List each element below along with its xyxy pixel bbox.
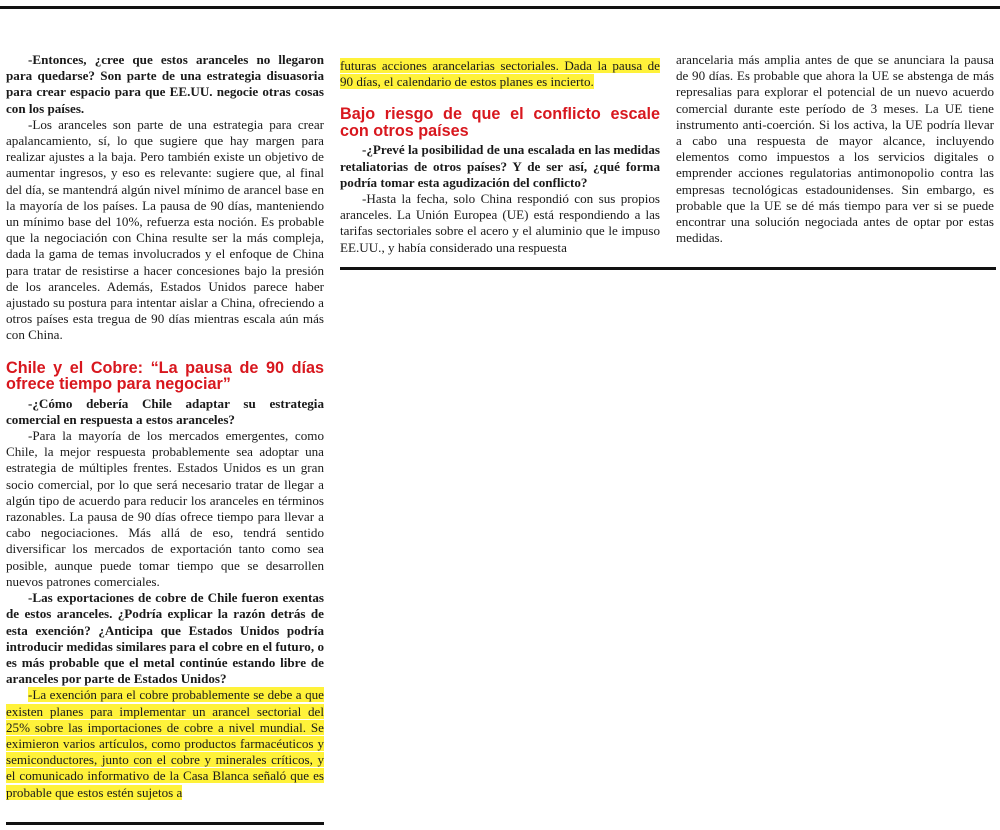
answer-mercados-emergentes: -Para la mayoría de los mercados emergentes, como Chile, la mejor respuesta probablemente sea adoptar una estrategia de múltiples frentes. Estados Unidos es un gran socio comercial, por lo que será necesario tratar de llegar a algún tipo de acuerdo para reducir los aranceles en términos razonables. La pausa de 90 días ofrece tiempo para llevar a cabo negociaciones. Más allá de eso, tendrá sentido diversificar los mercados de exportación tanto como sea posible, aunque puede tomar tiempo que se desarrollen nuevos patrones comerciales.: [6, 428, 324, 589]
highlighted-text: -La exención para el cobre probablemente se debe a que existen planes para implementar un arancel sectorial del 25% sobre las importaciones de cobre a nivel mundial. Se eximieron varios artículos, como productos farmacéuticos y semiconductores, junto con el cobre y minerales críticos, y el comunicado informativo de la Casa Blanca señaló que es probable que estos estén sujetos a: [6, 687, 324, 800]
continuation-sectoriales: [340, 58, 660, 90]
answer-china-ue: -Hasta la fecha, solo China respondió con sus propios aranceles. La Unión Europea (UE) está respondiendo a las tarifas sectoriales sobre el acero y el aluminio que le impuso EE.UU., y había considerado una respuesta: [340, 191, 660, 255]
columns-2-3-bottom-rule: [340, 267, 996, 270]
answer-exencion-cobre: [6, 687, 324, 800]
answer-apalancamiento: -Los aranceles son parte de una estrategia para crear apalancamiento, sí, lo que sugiere que hay margen para realizar ajustes a la baja. Pero también existe un objetivo de aumentar ingresos, y eso es relevante: sugiere que, al final del día, se mantendrá algún nivel mínimo de arancel base en la mayoría de los países. La pausa de 90 días, manteniendo un mínimo base del 10%, refuerza esta noción. Es probable que la negociación con China resulte ser la más compleja, dada la gama de temas involucrados y el enfoque de China para tratar de resistirse a hacer concesiones bajo la presión de los aranceles. Además, Estados Unidos parece haber ajustado su postura para intentar aislar a China, ofreciendo a otros países esta tregua de 90 días mientras escala aún más con China.: [6, 116, 324, 343]
question-chile-estrategia: -¿Cómo debería Chile adaptar su estrategia comercial en respuesta a estos aranceles?: [6, 395, 324, 427]
question-escalada: -¿Prevé la posibilidad de una escalada en las medidas retaliatorias de otros países? Y de ser así, ¿qué forma podría tomar esta agudización del conflicto?: [340, 142, 660, 190]
section-heading-chile-cobre: Chile y el Cobre: “La pausa de 90 días ofrece tiempo para negociar”: [6, 358, 324, 394]
question-aranceles-estrategia: -Entonces, ¿cree que estos aranceles no llegaron para quedarse? Son parte de una estrategia disuasoria para crear espacio para que EE.UU. negocie otras cosas con los países.: [6, 52, 324, 116]
column-1: [6, 52, 324, 801]
highlighted-text: futuras acciones arancelarias sectoriales. Dada la pausa de 90 días, el calendario de estos planes es incierto.: [340, 58, 660, 90]
column-2: [340, 58, 660, 256]
column-3: [676, 52, 994, 246]
section-heading-bajo-riesgo: Bajo riesgo de que el conflicto escale con otros países: [340, 105, 660, 140]
column-1-bottom-rule: [6, 822, 324, 825]
continuation-ue-respuesta: arancelaria más amplia antes de que se anunciara la pausa de 90 días. Es probable que ahora la UE se abstenga de más represalias para explorar el potencial de un nuevo acuerdo comercial durante este período de 3 meses. La UE tiene instrumento anti-coerción. Si los activa, la UE podría llevar a cabo una respuesta de mayor alcance, incluyendo elementos como impuestos a los servicios digitales o emprender acciones regulatorias antimonopolio contra las empresas tecnológicas estadounidenses. Sin embargo, es probable que la UE se dé más tiempo para ver si se puede encontrar una solución negociada antes de optar por estas medidas.: [676, 52, 994, 246]
top-rule: [0, 6, 1000, 9]
question-exencion-cobre: -Las exportaciones de cobre de Chile fueron exentas de estos aranceles. ¿Podría explicar la razón detrás de esta exención? ¿Anticipa que Estados Unidos podría introducir medidas similares para el cobre en el futuro, o es más probable que el metal continúe estando libre de aranceles por parte de Estados Unidos?: [6, 590, 324, 687]
